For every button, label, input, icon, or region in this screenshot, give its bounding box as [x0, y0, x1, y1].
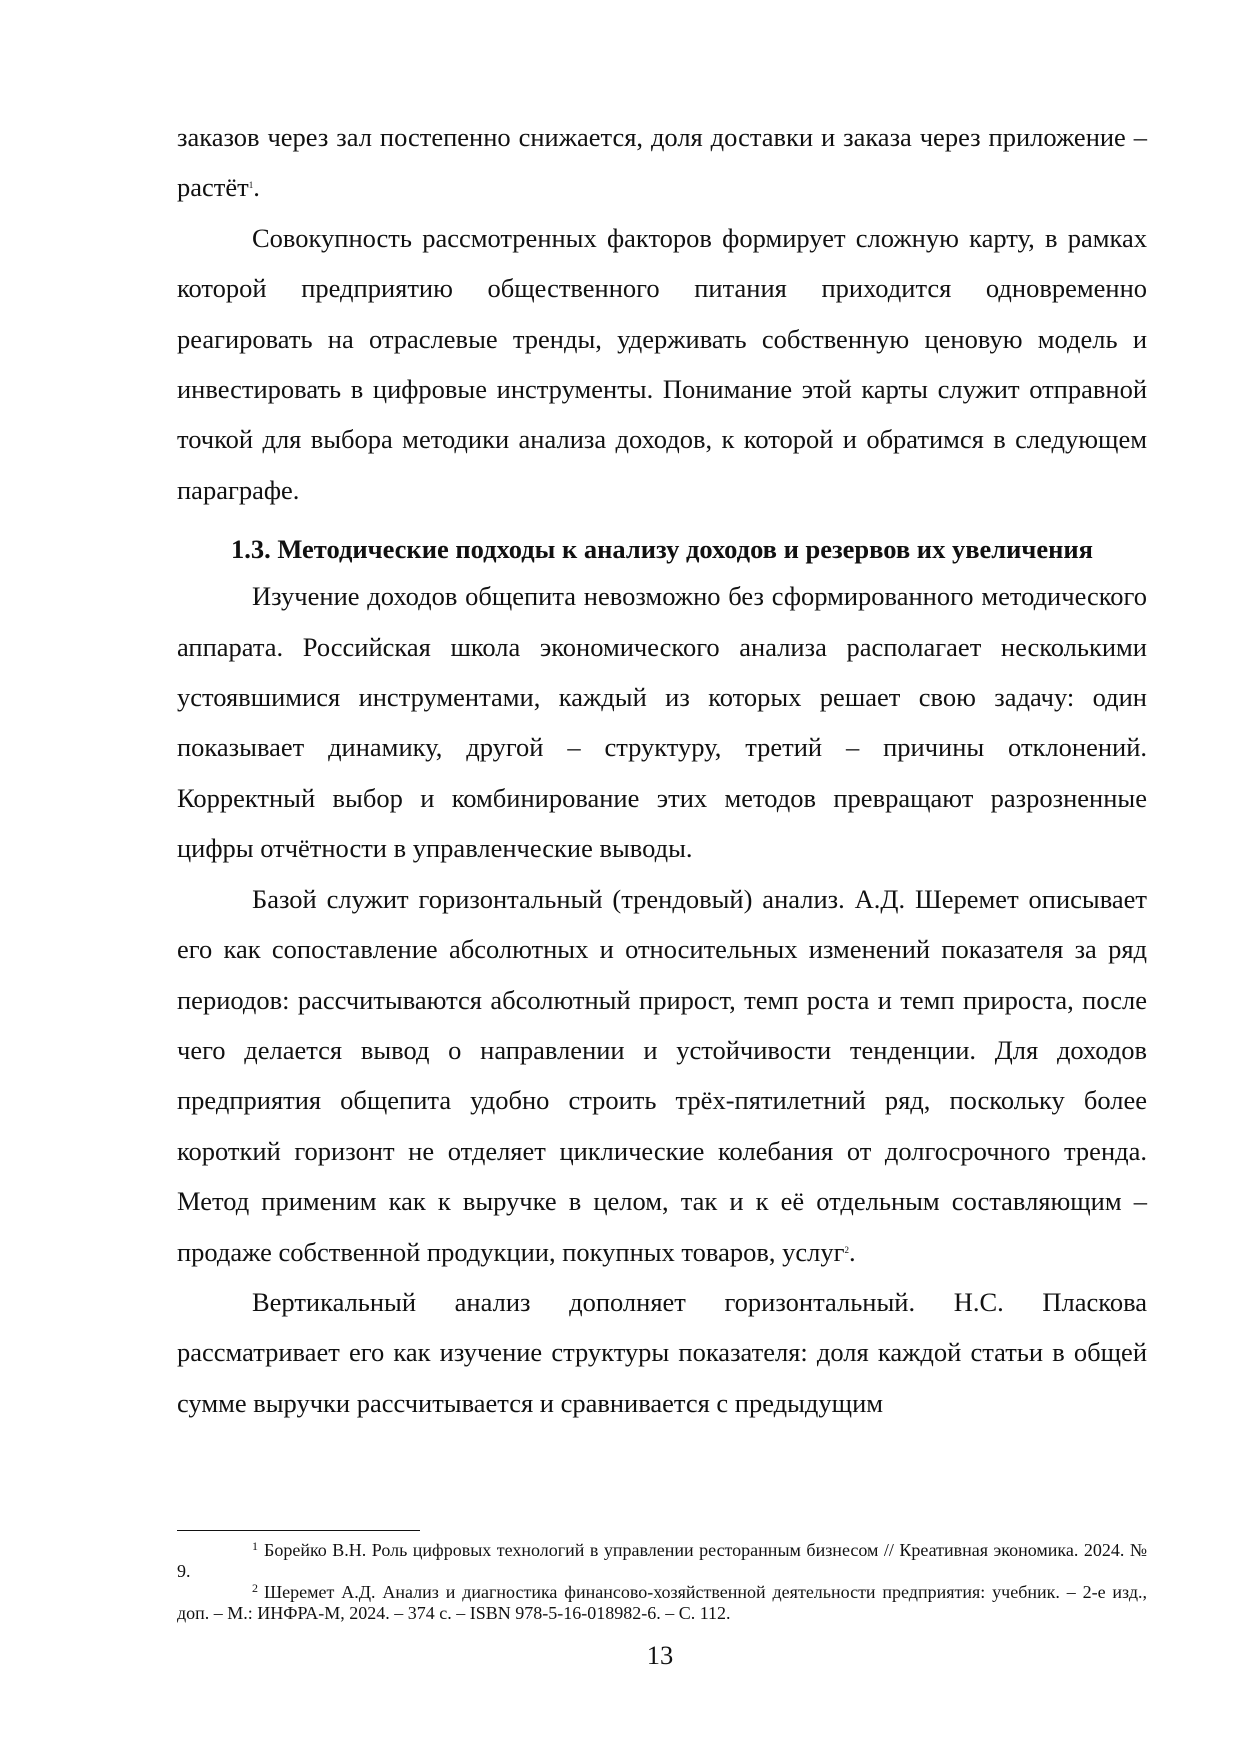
- footnote-ref: 2: [844, 1244, 849, 1255]
- footnote-mark: 2: [252, 1581, 258, 1595]
- footnote: [177, 1540, 1147, 1582]
- footnote-separator: [177, 1530, 420, 1531]
- paragraph-continuation: заказов через зал постепенно снижается, доля доставки и заказа через приложение – растёт$^1$.: [177, 122, 1147, 203]
- footnote-text: Шеремет А.Д. Анализ и диагностика финансово-хозяйственной деятельности предприятия: учебник. – 2-е изд., доп. – М.: ИНФРА-М, 2024. – 374 с. – ISBN 978-5-16-018982-6. – С. 112.: [177, 1582, 1147, 1623]
- footnote-ref: 1: [248, 180, 254, 191]
- paragraph: Изучение доходов общепита невозможно без сформированного методического аппарата. Российская школа экономического анализа располагает несколькими устоявшимися инструментами, каждый из которых решает свою задачу: один показывает динамику, другой – структуру, третий – причины отклонений. Корректный выбор и комбинирование этих методов превращают разрозненные цифры отчётности в управленческие выводы.: [177, 581, 1147, 864]
- body-text: [177, 112, 1147, 1428]
- footnotes: [177, 1540, 1147, 1624]
- page-number: 13: [646, 1640, 674, 1670]
- footnote-text: Борейко В.Н. Роль цифровых технологий в управлении ресторанным бизнесом // Креативная экономика. 2024. № 9.: [177, 1540, 1147, 1581]
- section-heading: 1.3. Методические подходы к анализу доходов и резервов их увеличения: [231, 534, 1093, 565]
- footnote: [177, 1582, 1147, 1624]
- paragraph: Базой служит горизонтальный (трендовый) анализ. А.Д. Шеремет описывает его как сопоставление абсолютных и относительных изменений показателя за ряд периодов: рассчитываются абсолютный прирост, темп роста и темп прироста, после чего делается вывод о направлении и устойчивости тенденции. Для доходов предприятия общепита удобно строить трёх-пятилетний ряд, поскольку более короткий горизонт не отделяет циклические колебания от долгосрочного тренда. Метод применим как к выручке в целом, так и к её отдельным составляющим – продаже собственной продукции, покупных товаров, услуг$^2$.: [177, 883, 1147, 1267]
- paragraph: Совокупность рассмотренных факторов формирует сложную карту, в рамках которой предприятию общественного питания приходится одновременно реагировать на отраслевые тренды, удерживать собственную ценовую модель и инвестировать в цифровые инструменты. Понимание этой карты служит отправной точкой для выбора методики анализа доходов, к которой и обратимся в следующем параграфе.: [177, 222, 1147, 505]
- footnote-mark: 1: [252, 1539, 258, 1553]
- paragraph: Вертикальный анализ дополняет горизонтальный. Н.С. Пласкова рассматривает его как изучение структуры показателя: доля каждой статьи в общей сумме выручки рассчитывается и сравнивается с предыдущим: [177, 1286, 1147, 1418]
